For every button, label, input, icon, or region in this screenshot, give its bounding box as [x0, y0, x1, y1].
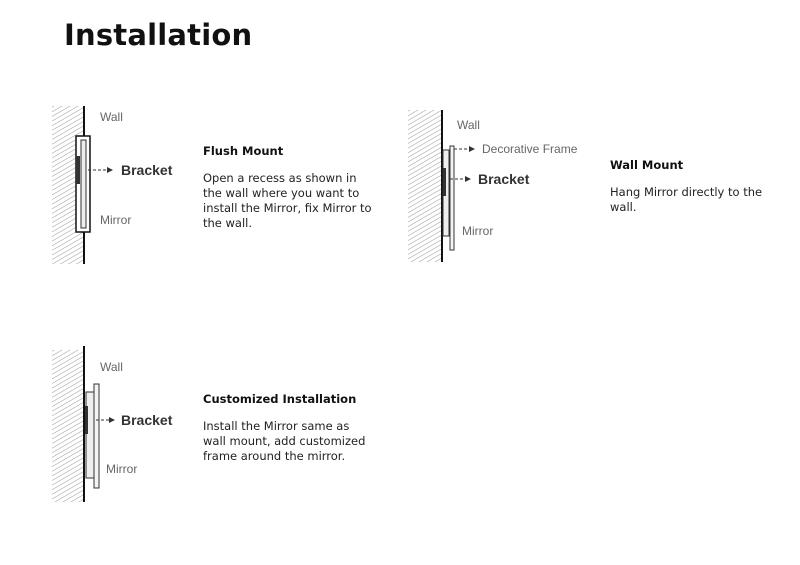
decorative-frame [450, 146, 454, 250]
mirror-label: Mirror [462, 224, 494, 238]
mirror-label: Mirror [106, 462, 138, 476]
bracket [85, 406, 88, 434]
section-heading: Customized Installation [203, 392, 357, 406]
page-title: Installation [64, 18, 253, 52]
flush-mount-diagram [48, 100, 188, 270]
section-text: Open a recess as shown in the wall where you want to install the Mirror, fix Mirror to the wall. [203, 171, 372, 230]
wall-mount-section [610, 158, 780, 215]
customized-installation-diagram [48, 344, 188, 509]
bracket [76, 156, 80, 184]
section-heading: Flush Mount [203, 144, 284, 158]
frame-label: Decorative Frame [482, 142, 578, 156]
mirror-body [81, 140, 86, 228]
flush-mount-section [203, 144, 373, 231]
wall-label: Wall [457, 118, 480, 132]
section-text: Hang Mirror directly to the wall. [610, 185, 763, 214]
wall-mount-diagram [404, 104, 584, 269]
wall-hatch [52, 350, 84, 502]
bracket-label: Bracket [121, 412, 173, 428]
mirror-body [86, 392, 94, 478]
mirror-label: Mirror [100, 213, 132, 227]
custom-frame [94, 384, 99, 488]
bracket-label: Bracket [121, 162, 173, 178]
section-text: Install the Mirror same as wall mount, add customized frame around the mirror. [203, 419, 366, 463]
bracket-label: Bracket [478, 171, 530, 187]
bracket [443, 168, 446, 196]
customized-installation-section [203, 392, 373, 464]
wall-hatch [408, 110, 442, 262]
wall-label: Wall [100, 110, 123, 124]
section-heading: Wall Mount [610, 158, 684, 172]
wall-label: Wall [100, 360, 123, 374]
